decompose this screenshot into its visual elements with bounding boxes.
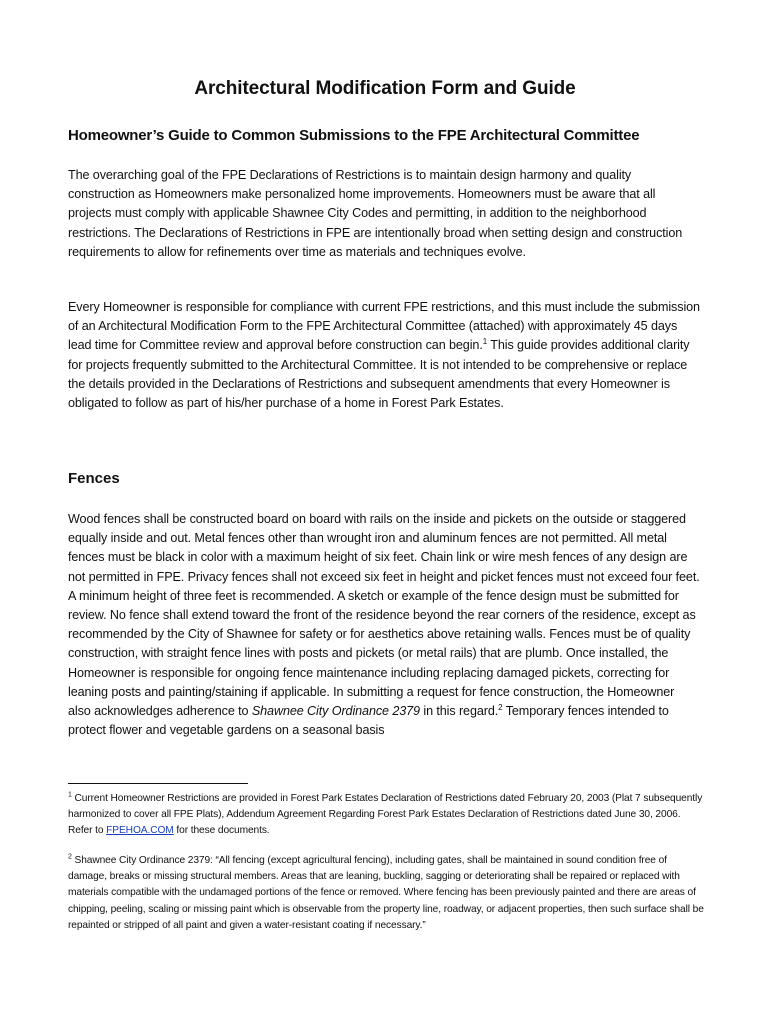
paragraph-text: This guide provides additional clarity for projects frequently submitted to the Architectural Committee. It is not intended to be comprehensive or replace the details provided in the Declarations of Restrictions and subsequent amendments that every Homeowner is obligated to follow as part of his/her purchase of a home in Forest Park Estates. [68, 338, 690, 411]
section-heading-fences: Fences [68, 470, 120, 487]
footnote-ref-2: 2 [498, 702, 503, 712]
footnote-2 [68, 853, 704, 934]
paragraph-text: Every Homeowner is responsible for compliance with current FPE restrictions, and this must include the submission of an Architectural Modification Form to the FPE Architectural Committee (attached) with approximately 45 days lead time for Committee review and approval before construction can begin. [68, 300, 700, 353]
footnote-ref-1: 1 [482, 337, 488, 347]
document-title: Architectural Modification Form and Guide [194, 78, 576, 99]
document-subtitle: Homeowner’s Guide to Common Submissions to the FPE Architectural Committee [68, 127, 640, 144]
footnote-text: Current Homeowner Restrictions are provided in Forest Park Estates Declaration of Restrictions dated February 20, 2003 (Plat 7 subsequently harmonized to cover all FPE Plats), Addendum Agreement Regarding Forest Park Estates Declaration of Restrictions dated June 30, 2006. Refer to [68, 793, 703, 837]
paragraph-text: in this regard. [419, 704, 499, 719]
footnote-number: 1 [68, 791, 72, 799]
fences-paragraph [68, 510, 700, 740]
footnote-number: 2 [68, 853, 72, 861]
footnote-text: Shawnee City Ordinance 2379: “All fencing (except agricultural fencing), including gates, shall be maintained in sound condition free of damage, breaks or missing structural members. Areas that are leaning, buckling, sagging or deteriorating shall be repaired or replaced with materials compatible with the undamaged portions of the fence or removed. Where fencing has been previously painted and there are areas of chipping, peeling, scaling or missing paint which is observable from the property line, roadway, or adjacent properties, then such surface shall be repainted or stripped of all paint and given a water-resistant coating if necessary.” [68, 855, 704, 931]
paragraph-text: Wood fences shall be constructed board on board with rails on the inside and pickets on the outside or staggered equally inside and out. Metal fences other than wrought iron and aluminum fences are not permitted. All metal fences must be black in color with a maximum height of six feet. Chain link or wire mesh fences of any design are not permitted in FPE. Privacy fences shall not exceed six feet in height and picket fences must not exceed four feet. A minimum height of three feet is recommended. A sketch or example of the fence design must be submitted for review. No fence shall extend toward the front of the residence beyond the rear corners of the residence, except as recommended by the City of Shawnee for safety or for aesthetics above retaining walls. Fences must be of quality construction, with straight fence lines with posts and pickets (or metal rails) that are plumb. Once installed, the Homeowner is responsible for ongoing fence maintenance including replacing damaged pickets, correcting for leaning posts and painting/staining if applicable. In submitting a request for fence construction, the Homeowner also acknowledges adherence to [68, 512, 700, 719]
footnote-divider [68, 783, 248, 784]
footnote-1 [68, 791, 704, 840]
footnote-text: for these documents. [173, 825, 270, 837]
responsibility-paragraph [68, 298, 700, 413]
ordinance-reference: Shawnee City Ordinance 2379 [251, 704, 420, 719]
paragraph-text: Temporary fences intended to protect flower and vegetable gardens on a seasonal basis [68, 704, 669, 738]
fpehoa-link[interactable]: FPEHOA.COM [106, 825, 174, 837]
intro-paragraph: The overarching goal of the FPE Declarations of Restrictions is to maintain design harmony and quality construction as Homeowners make personalized home improvements. Homeowners must be aware that all projects must comply with applicable Shawnee City Codes and permitting, in addition to the neighborhood restrictions. The Declarations of Restrictions in FPE are intentionally broad when setting design and construction requirements to allow for refinements over time as materials and techniques evolve. [68, 168, 683, 259]
